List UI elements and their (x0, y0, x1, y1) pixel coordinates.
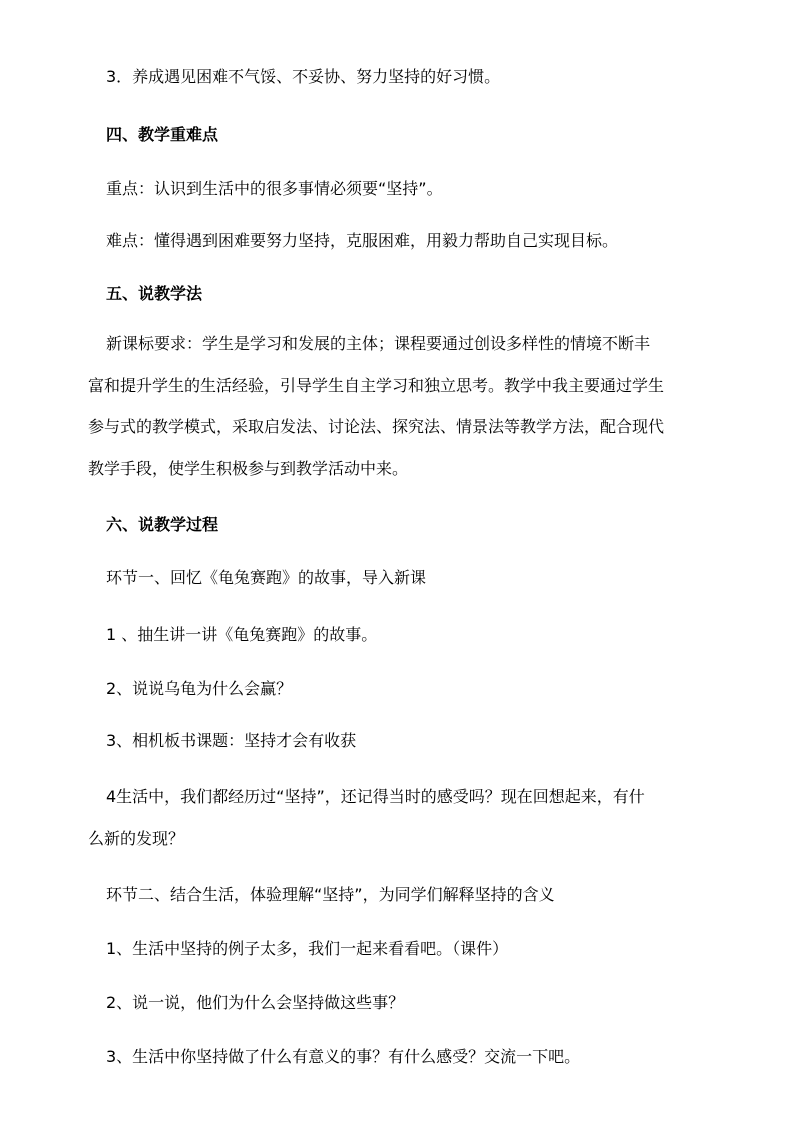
section-heading-key-points: 四、教学重难点 (106, 125, 219, 144)
step-one-item-4-line-1: 4生活中，我们都经历过“坚持”，还记得当时的感受吗？现在回想起来，有什 (106, 787, 645, 806)
method-paragraph-line-3: 参与式的教学模式，采取启发法、讨论法、探究法、情景法等教学方法，配合现代 (88, 417, 665, 436)
section-heading-teaching-process: 六、说教学过程 (106, 515, 219, 534)
method-paragraph-line-2: 富和提升学生的生活经验，引导学生自主学习和独立思考。教学中我主要通过学生 (88, 376, 665, 395)
step-one-title: 环节一、回忆《龟兔赛跑》的故事，导入新课 (106, 568, 427, 587)
step-two-item-1: 1、生活中坚持的例子太多，我们一起来看看吧。（课件） (106, 939, 509, 958)
key-point-text: 重点：认识到生活中的很多事情必须要“坚持”。 (106, 179, 443, 198)
step-two-title: 环节二、结合生活，体验理解“坚持”，为同学们解释坚持的含义 (106, 885, 555, 904)
step-one-item-2: 2、说说乌龟为什么会赢？ (106, 679, 293, 698)
step-one-item-4-line-2: 么新的发现？ (88, 829, 185, 848)
section-heading-teaching-method: 五、说教学法 (106, 284, 203, 303)
goal-item-3: 3．养成遇见困难不气馁、不妥协、努力坚持的好习惯。 (106, 67, 501, 86)
step-one-item-1: 1 、抽生讲一讲《龟兔赛跑》的故事。 (106, 625, 378, 644)
method-paragraph-line-4: 教学手段，使学生积极参与到教学活动中来。 (88, 459, 409, 478)
method-paragraph-line-1: 新课标要求：学生是学习和发展的主体；课程要通过创设多样性的情境不断丰 (106, 334, 651, 353)
difficult-point-text: 难点：懂得遇到困难要努力坚持，克服困难，用毅力帮助自己实现目标。 (106, 231, 619, 250)
step-two-item-2: 2、说一说，他们为什么会坚持做这些事？ (106, 993, 405, 1012)
step-two-item-3: 3、生活中你坚持做了什么有意义的事？有什么感受？交流一下吧。 (106, 1047, 581, 1066)
step-one-item-3: 3、相机板书课题：坚持才会有收获 (106, 731, 357, 750)
